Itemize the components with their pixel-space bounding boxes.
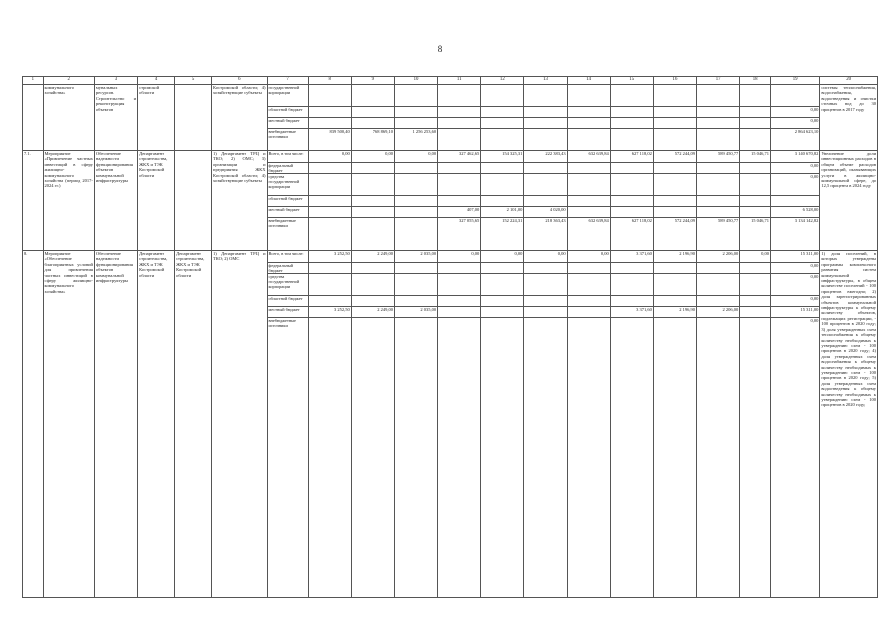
amount-cell: [567, 129, 610, 151]
amount-cell: [610, 196, 653, 207]
amount-cell: 407,00: [438, 207, 481, 218]
column-number-cell: 9: [351, 77, 394, 85]
column-number-cell: 20: [820, 77, 878, 85]
amount-cell: [394, 274, 437, 296]
item-number-cell: 7.1.: [23, 151, 44, 251]
amount-cell: 0,00: [740, 251, 771, 263]
amount-cell: [524, 274, 567, 296]
amount-cell: [567, 274, 610, 296]
amount-cell: [351, 118, 394, 129]
amount-cell: [524, 118, 567, 129]
measure-name-cell: Мероприятие «Привлечение частных инвестиций в сферу жилищно-коммунального хозяйства (период 2017-2024 гг.): [43, 151, 94, 251]
amount-cell: [610, 174, 653, 196]
amount-cell: 627 118,02: [610, 151, 653, 163]
amount-cell: [567, 174, 610, 196]
amount-cell: 632 639,84: [567, 151, 610, 163]
amount-cell: [653, 118, 696, 129]
column-number-row: [23, 77, 878, 85]
amount-cell: [438, 274, 481, 296]
amount-cell: [610, 118, 653, 129]
amount-cell: 0,00: [771, 174, 820, 196]
amount-cell: [308, 118, 351, 129]
amount-cell: 154 325,31: [481, 151, 524, 163]
amount-cell: 2 035,00: [394, 251, 437, 263]
amount-cell: [697, 263, 740, 274]
amount-cell: [697, 196, 740, 207]
amount-cell: 632 639,84: [567, 218, 610, 251]
amount-cell: [308, 296, 351, 307]
funding-source-cell: федеральный бюджет: [267, 163, 308, 174]
coexecutor-cell: [175, 85, 212, 151]
amount-cell: [351, 196, 394, 207]
column-number-cell: 4: [138, 77, 175, 85]
amount-cell: [740, 296, 771, 307]
funding-source-cell: местный бюджет: [267, 307, 308, 318]
amount-cell: [308, 274, 351, 296]
amount-cell: [653, 107, 696, 118]
amount-cell: [394, 118, 437, 129]
amount-cell: 589 450,77: [697, 218, 740, 251]
funding-source-cell: средства государственной корпорации: [267, 174, 308, 196]
item-number-cell: [23, 85, 44, 151]
amount-cell: 3 371,60: [610, 307, 653, 318]
column-number-cell: 6: [212, 77, 267, 85]
amount-cell: [740, 107, 771, 118]
column-number-cell: 11: [438, 77, 481, 85]
amount-cell: [481, 129, 524, 151]
amount-cell: [697, 207, 740, 218]
amount-cell: 4 020,00: [524, 207, 567, 218]
amount-cell: [351, 318, 394, 598]
amount-cell: [308, 207, 351, 218]
amount-cell: [394, 318, 437, 598]
coexecutor-cell: [175, 151, 212, 251]
amount-cell: [653, 263, 696, 274]
amount-cell: [653, 207, 696, 218]
amount-cell: [438, 263, 481, 274]
amount-cell: 2 101,00: [481, 207, 524, 218]
amount-cell: 15 311,00: [771, 307, 820, 318]
amount-cell: 572 244,09: [653, 151, 696, 163]
amount-cell: [740, 129, 771, 151]
funding-source-cell: Всего, в том числе:: [267, 151, 308, 163]
amount-cell: 3 140 670,82: [771, 151, 820, 163]
amount-cell: [697, 296, 740, 307]
amount-cell: 768 869,10: [351, 129, 394, 151]
amount-cell: 627 118,02: [610, 218, 653, 251]
amount-cell: [351, 163, 394, 174]
amount-cell: [740, 263, 771, 274]
amount-cell: 2 206,00: [697, 307, 740, 318]
amount-cell: [653, 163, 696, 174]
amount-cell: [481, 85, 524, 107]
amount-cell: [351, 218, 394, 251]
column-number-cell: 10: [394, 77, 437, 85]
amount-cell: 222 383,43: [524, 151, 567, 163]
amount-cell: [438, 129, 481, 151]
amount-cell: [524, 85, 567, 107]
amount-cell: 0,00: [481, 251, 524, 263]
amount-cell: [308, 174, 351, 196]
amount-cell: [351, 85, 394, 107]
funding-source-cell: местный бюджет: [267, 118, 308, 129]
amount-cell: [697, 318, 740, 598]
column-number-cell: 13: [524, 77, 567, 85]
amount-cell: [394, 163, 437, 174]
column-number-cell: 12: [481, 77, 524, 85]
amount-cell: [567, 318, 610, 598]
amount-cell: [740, 118, 771, 129]
amount-cell: [610, 129, 653, 151]
amount-cell: 1 256 253,60: [394, 129, 437, 151]
column-number-cell: 3: [94, 77, 137, 85]
item-number-cell: 8.: [23, 251, 44, 598]
amount-cell: [653, 129, 696, 151]
measure-name-cell: коммунального хозяйства»: [43, 85, 94, 151]
amount-cell: [351, 174, 394, 196]
amount-cell: [438, 85, 481, 107]
amount-cell: [740, 307, 771, 318]
amount-cell: [524, 174, 567, 196]
amount-cell: 0,00: [308, 151, 351, 163]
column-number-cell: 7: [267, 77, 308, 85]
table-row: [23, 85, 878, 107]
amount-cell: [610, 85, 653, 107]
expected-result-cell: системы теплоснабжения, водоснабжения, водоотведения и очистки сточных вод до 30 процентов в 2017 году: [820, 85, 878, 151]
amount-cell: 2 249,00: [351, 307, 394, 318]
amount-cell: 0,00: [771, 118, 820, 129]
amount-cell: [481, 263, 524, 274]
funding-source-cell: областной бюджет: [267, 296, 308, 307]
amount-cell: [351, 207, 394, 218]
amount-cell: [740, 85, 771, 107]
amount-cell: 0,00: [567, 251, 610, 263]
amount-cell: [697, 85, 740, 107]
amount-cell: [697, 118, 740, 129]
funding-source-cell: местный бюджет: [267, 207, 308, 218]
amount-cell: 839 500,40: [308, 129, 351, 151]
amount-cell: 152 224,31: [481, 218, 524, 251]
amount-cell: 3 252,50: [308, 307, 351, 318]
amount-cell: [394, 196, 437, 207]
amount-cell: 0,00: [771, 107, 820, 118]
amount-cell: [481, 307, 524, 318]
amount-cell: [567, 118, 610, 129]
amount-cell: [481, 118, 524, 129]
amount-cell: [438, 107, 481, 118]
amount-cell: [308, 196, 351, 207]
column-number-cell: 15: [610, 77, 653, 85]
amount-cell: [308, 218, 351, 251]
column-number-cell: 5: [175, 77, 212, 85]
funding-source-cell: средства государственной корпорации: [267, 274, 308, 296]
amount-cell: [394, 85, 437, 107]
amount-cell: 2 206,00: [697, 251, 740, 263]
funding-source-cell: областной бюджет: [267, 196, 308, 207]
amount-cell: [481, 274, 524, 296]
funding-source-cell: Всего, в том числе:: [267, 251, 308, 263]
column-number-cell: 17: [697, 77, 740, 85]
responsible-executor-cell: Департамент строительства, ЖКХ и ТЭК Костромской области: [138, 251, 175, 598]
amount-cell: [567, 263, 610, 274]
amount-cell: [740, 274, 771, 296]
amount-cell: [653, 296, 696, 307]
amount-cell: 15 311,00: [771, 251, 820, 263]
amount-cell: [524, 263, 567, 274]
amount-cell: [438, 196, 481, 207]
amount-cell: [653, 196, 696, 207]
amount-cell: [351, 107, 394, 118]
amount-cell: [610, 274, 653, 296]
amount-cell: [524, 296, 567, 307]
amount-cell: [567, 85, 610, 107]
amount-cell: [438, 296, 481, 307]
amount-cell: 0,00: [771, 263, 820, 274]
amount-cell: 2 249,00: [351, 251, 394, 263]
amount-cell: [740, 207, 771, 218]
amount-cell: [610, 207, 653, 218]
amount-cell: [610, 318, 653, 598]
amount-cell: [697, 163, 740, 174]
amount-cell: [740, 196, 771, 207]
column-number-cell: 2: [43, 77, 94, 85]
amount-cell: [308, 263, 351, 274]
amount-cell: 0,00: [351, 151, 394, 163]
amount-cell: [771, 196, 820, 207]
participants-cell: Костромской области; 4) хозяйствующие субъекты: [212, 85, 267, 151]
amount-cell: [567, 207, 610, 218]
amount-cell: [653, 318, 696, 598]
amount-cell: [394, 207, 437, 218]
amount-cell: [394, 107, 437, 118]
amount-cell: 0,00: [394, 151, 437, 163]
amount-cell: [524, 107, 567, 118]
amount-cell: [697, 129, 740, 151]
amount-cell: 327 462,65: [438, 151, 481, 163]
amount-cell: [308, 85, 351, 107]
amount-cell: [481, 163, 524, 174]
column-number-cell: 1: [23, 77, 44, 85]
amount-cell: [740, 163, 771, 174]
amount-cell: 572 244,09: [653, 218, 696, 251]
program-table: [22, 76, 878, 598]
amount-cell: 0,00: [771, 296, 820, 307]
amount-cell: [697, 107, 740, 118]
amount-cell: [653, 274, 696, 296]
coexecutor-cell: Департамент строительства, ЖКХ и ТЭК Костромской области: [175, 251, 212, 598]
amount-cell: [567, 307, 610, 318]
column-number-cell: 14: [567, 77, 610, 85]
amount-cell: 327 055,65: [438, 218, 481, 251]
amount-cell: 0,00: [771, 274, 820, 296]
amount-cell: [567, 296, 610, 307]
amount-cell: [567, 107, 610, 118]
amount-cell: [481, 318, 524, 598]
amount-cell: [351, 274, 394, 296]
amount-cell: [610, 163, 653, 174]
funding-source-cell: государственной корпорации: [267, 85, 308, 107]
amount-cell: 0,00: [771, 163, 820, 174]
funding-source-cell: внебюджетные источники: [267, 318, 308, 598]
amount-cell: [610, 296, 653, 307]
amount-cell: [771, 85, 820, 107]
amount-cell: [740, 318, 771, 598]
column-number-cell: 18: [740, 77, 771, 85]
amount-cell: [481, 107, 524, 118]
amount-cell: [567, 163, 610, 174]
amount-cell: 0,00: [771, 318, 820, 598]
amount-cell: 0,00: [524, 251, 567, 263]
amount-cell: 2 035,00: [394, 307, 437, 318]
amount-cell: [697, 174, 740, 196]
amount-cell: [653, 85, 696, 107]
amount-cell: 2 864 623,10: [771, 129, 820, 151]
amount-cell: [438, 118, 481, 129]
amount-cell: 218 363,43: [524, 218, 567, 251]
amount-cell: [394, 263, 437, 274]
amount-cell: 15 046,71: [740, 151, 771, 163]
funding-source-cell: федеральный бюджет: [267, 263, 308, 274]
amount-cell: 2 196,90: [653, 307, 696, 318]
amount-cell: [653, 174, 696, 196]
amount-cell: 6 528,00: [771, 207, 820, 218]
amount-cell: [610, 263, 653, 274]
amount-cell: [308, 318, 351, 598]
page-number: 8: [437, 44, 443, 54]
amount-cell: [610, 107, 653, 118]
amount-cell: [438, 307, 481, 318]
amount-cell: [438, 318, 481, 598]
measure-goal-cell: Обеспечение надежности функционирования объектов коммунальной инфраструктуры: [94, 251, 137, 598]
amount-cell: [351, 296, 394, 307]
responsible-executor-cell: Департамент строительства, ЖКХ и ТЭК Костромской области: [138, 151, 175, 251]
amount-cell: [438, 174, 481, 196]
participants-cell: 1) Департамент ТРЦ и ТКО; 2) ОМС: [212, 251, 267, 598]
amount-cell: [394, 174, 437, 196]
amount-cell: [351, 263, 394, 274]
column-number-cell: 8: [308, 77, 351, 85]
funding-source-cell: внебюджетные источники: [267, 129, 308, 151]
amount-cell: [308, 163, 351, 174]
amount-cell: [481, 296, 524, 307]
amount-cell: [438, 163, 481, 174]
measure-name-cell: Мероприятие «Обеспечение благоприятных условий для привлечения частных инвестиций в сферу жилищно-коммунального хозяйства»: [43, 251, 94, 598]
funding-source-cell: областной бюджет: [267, 107, 308, 118]
amount-cell: 0,00: [438, 251, 481, 263]
amount-cell: 3 252,50: [308, 251, 351, 263]
participants-cell: 1) Департамент ТРЦ и ТКО; 2) ОМС; 3) организации и предприятия ЖКХ Костромской области; 4) хозяйствующие субъекты: [212, 151, 267, 251]
amount-cell: [740, 174, 771, 196]
amount-cell: 589 450,77: [697, 151, 740, 163]
amount-cell: [524, 129, 567, 151]
funding-source-cell: внебюджетные источники: [267, 218, 308, 251]
amount-cell: [524, 196, 567, 207]
amount-cell: [394, 296, 437, 307]
amount-cell: [524, 307, 567, 318]
amount-cell: [697, 274, 740, 296]
expected-result-cell: 1) доля поселений, в которых утверждены программы комплексного развития систем коммунальной инфраструктуры, в общем количестве поселений - 100 процентов ежегодно; 2) доля зарегистрированных объектов коммунальной инфраструктуры к общему количеству объектов, подлежащих регистрации, - 100 процентов в 2020 году; 3) доля утвержденных схем теплоснабжения к общему количеству необходимых к утверждению схем - 100 процентов в 2020 году; 4) доля утвержденных схем водоснабжения к общему количеству необходимых к утверждению схем - 100 процентов в 2020 году; 5) доля утвержденных схем водоотведения к общему количеству необходимых к утверждению схем - 100 процентов в 2020 году;: [820, 251, 878, 598]
column-number-cell: 16: [653, 77, 696, 85]
amount-cell: [481, 196, 524, 207]
amount-cell: 3 371,60: [610, 251, 653, 263]
amount-cell: 15 046,71: [740, 218, 771, 251]
amount-cell: 3 134 142,82: [771, 218, 820, 251]
amount-cell: [524, 163, 567, 174]
amount-cell: [567, 196, 610, 207]
amount-cell: [481, 174, 524, 196]
responsible-executor-cell: стромской области: [138, 85, 175, 151]
amount-cell: [308, 107, 351, 118]
expected-result-cell: Увеличение доли инвестиционных расходов в общем объеме расходов организаций, оказывающих услуги в жилищно-коммунальной сфере, до 12,5 процента в 2024 году: [820, 151, 878, 251]
amount-cell: 2 196,90: [653, 251, 696, 263]
table-row: [23, 151, 878, 163]
amount-cell: [524, 318, 567, 598]
measure-goal-cell: мунальных ресурсов. Строительство и реконструкция объектов: [94, 85, 137, 151]
measure-goal-cell: Обеспечение надежности функционирования объектов коммунальной инфраструктуры: [94, 151, 137, 251]
amount-cell: [394, 218, 437, 251]
column-number-cell: 19: [771, 77, 820, 85]
table-row: [23, 251, 878, 263]
